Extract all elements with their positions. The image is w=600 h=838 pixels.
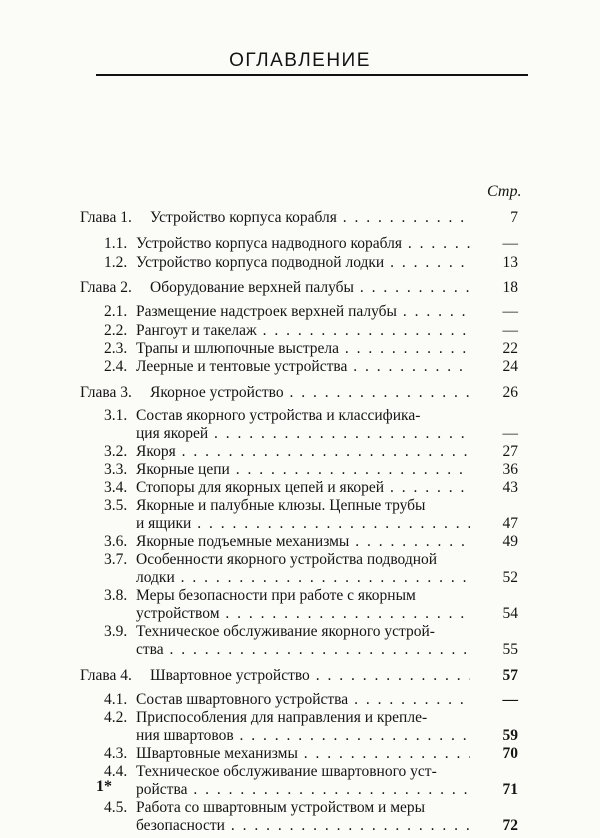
toc-entry-number: 3.7.	[104, 551, 128, 568]
toc-page-number: —	[502, 322, 518, 339]
toc-continuation-row	[0, 727, 600, 745]
toc-page-number: 54	[502, 605, 518, 622]
toc-entry-title: Якоря . . .	[136, 443, 470, 461]
toc-section-row	[0, 551, 600, 569]
toc-chapter-row	[0, 384, 600, 402]
toc-entry-title: Якорное устройство . . .	[150, 384, 470, 402]
toc-entry-title: устройством . . .	[136, 605, 470, 623]
toc-section-row	[0, 340, 600, 358]
toc-section-row	[0, 533, 600, 551]
toc-entry-title: Швартовное устройство . . .	[150, 667, 470, 685]
toc-entry-title: Техническое обслуживание якорного устрой-	[136, 623, 435, 640]
signature-mark: 1*	[96, 778, 112, 795]
toc-entry-number: 1.2.	[104, 254, 128, 271]
toc-entry-number: 4.5.	[104, 799, 128, 816]
toc-entry-title: Рангоут и такелаж . . .	[136, 322, 470, 340]
toc-entry-number: 3.4.	[104, 479, 128, 496]
toc-section-row	[0, 443, 600, 461]
toc-page-number: 26	[502, 384, 518, 401]
toc-continuation-row	[0, 605, 600, 623]
toc-entry-title: безопасности . . .	[136, 817, 470, 835]
toc-section-row	[0, 479, 600, 497]
toc-entry-title: ройства . . .	[136, 781, 470, 799]
toc-section-row	[0, 254, 600, 272]
toc-page-number: 36	[502, 461, 518, 478]
toc-entry-title: ства . . .	[136, 641, 470, 659]
toc-page-number: 49	[502, 533, 518, 550]
toc-entry-title: Стопоры для якорных цепей и якорей . . .	[136, 479, 470, 497]
toc-entry-number: Глава 2.	[80, 279, 132, 296]
toc-entry-number: Глава 1.	[80, 209, 132, 226]
toc-continuation-row	[0, 817, 600, 835]
toc-section-row	[0, 497, 600, 515]
toc-entry-number: 4.3.	[104, 745, 128, 762]
toc-entry-number: 2.1.	[104, 303, 128, 320]
toc-entry-title: лодки . . .	[136, 569, 470, 587]
toc-entry-number: 3.3.	[104, 461, 128, 478]
toc-section-row	[0, 358, 600, 376]
toc-entry-title: Устройство корпуса надводного корабля . . .	[136, 235, 470, 253]
toc-page-number: 18	[502, 279, 518, 296]
toc-page-number: 24	[502, 358, 518, 375]
toc-page-number: —	[502, 303, 518, 320]
toc-page-number: 52	[502, 569, 518, 586]
toc-entry-title: Трапы и шлюпочные выстрела . . .	[136, 340, 470, 358]
toc-section-row	[0, 709, 600, 727]
toc-section-row	[0, 763, 600, 781]
toc-page-number: 71	[502, 781, 518, 798]
toc-entry-title: Меры безопасности при работе с якорным	[136, 587, 416, 604]
toc-entry-title: Размещение надстроек верхней палубы . . .	[136, 303, 470, 321]
toc-entry-number: 4.2.	[104, 709, 128, 726]
toc-page-number: —	[502, 235, 518, 252]
toc-page-number: 27	[502, 443, 518, 460]
toc-entry-title: Состав якорного устройства и классифика-	[136, 407, 421, 424]
toc-entry-title: Швартовные механизмы . . .	[136, 745, 470, 763]
toc-entry-number: Глава 4.	[80, 667, 132, 684]
toc-section-row	[0, 461, 600, 479]
toc-section-row	[0, 745, 600, 763]
toc-page-number: 13	[502, 254, 518, 271]
toc-page-number: 72	[502, 817, 518, 834]
toc-section-row	[0, 623, 600, 641]
toc-entry-title: ния швартовов . . .	[136, 727, 470, 745]
toc-chapter-row	[0, 279, 600, 297]
toc-page-number: —	[502, 691, 518, 708]
toc-entry-number: 2.2.	[104, 322, 128, 339]
toc-entry-title: Якорные и палубные клюзы. Цепные трубы	[136, 497, 426, 514]
toc-page-number: 47	[502, 515, 518, 532]
toc-page-number: 55	[502, 641, 518, 658]
toc-page-number: —	[502, 425, 518, 442]
toc-chapter-row	[0, 667, 600, 685]
toc-entry-number: 4.1.	[104, 691, 128, 708]
toc-continuation-row	[0, 569, 600, 587]
toc-entry-number: Глава 3.	[80, 384, 132, 401]
toc-entry-title: Леерные и тентовые устройства . . .	[136, 358, 470, 376]
toc-entry-number: 1.1.	[104, 235, 128, 252]
toc-entry-number: 3.8.	[104, 587, 128, 604]
toc-entry-number: 2.3.	[104, 340, 128, 357]
toc-section-row	[0, 587, 600, 605]
toc-entry-number: 3.6.	[104, 533, 128, 550]
toc-entry-title: Оборудование верхней палубы . . .	[150, 279, 470, 297]
toc-section-row	[0, 407, 600, 425]
toc-section-row	[0, 691, 600, 709]
toc-entry-title: Работа со швартовным устройством и меры	[136, 799, 426, 816]
toc-section-row	[0, 322, 600, 340]
toc-entry-title: Устройство корпуса подводной лодки . . .	[136, 254, 470, 272]
toc-continuation-row	[0, 781, 600, 799]
toc-entry-title: и ящики . . .	[136, 515, 470, 533]
toc-page-number: 57	[502, 667, 518, 684]
toc-entry-number: 2.4.	[104, 358, 128, 375]
toc-continuation-row	[0, 641, 600, 659]
toc-entry-title: Особенности якорного устройства подводной	[136, 551, 438, 568]
toc-entry-title: Приспособления для направления и крепле-	[136, 709, 428, 726]
toc-page-number: 7	[510, 209, 518, 226]
toc-entry-title: Техническое обслуживание швартовного уст-	[136, 763, 437, 780]
toc-entry-title: Состав швартовного устройства . . .	[136, 691, 470, 709]
toc-section-row	[0, 799, 600, 817]
toc-entry-number: 3.5.	[104, 497, 128, 514]
toc-entry-number: 3.2.	[104, 443, 128, 460]
toc-entry-title: Устройство корпуса корабля . . .	[150, 209, 470, 227]
toc-entry-title: ция якорей . . .	[136, 425, 470, 443]
page-title: ОГЛАВЛЕНИЕ	[229, 50, 371, 71]
toc-chapter-row	[0, 209, 600, 227]
toc-page-number: 22	[502, 340, 518, 357]
page-column-label: Стр.	[487, 183, 522, 200]
toc-page-number: 43	[502, 479, 518, 496]
toc-entry-number: 4.4.	[104, 763, 128, 780]
toc-entry-number: 3.1.	[104, 407, 128, 424]
toc-continuation-row	[0, 425, 600, 443]
toc-continuation-row	[0, 515, 600, 533]
toc-entry-number: 3.9.	[104, 623, 128, 640]
toc-section-row	[0, 303, 600, 321]
toc-section-row	[0, 235, 600, 253]
toc-page-number: 70	[502, 745, 518, 762]
toc-entry-title: Якорные подъемные механизмы . . .	[136, 533, 470, 551]
toc-entry-title: Якорные цепи . . .	[136, 461, 470, 479]
toc-page-number: 59	[502, 727, 518, 744]
